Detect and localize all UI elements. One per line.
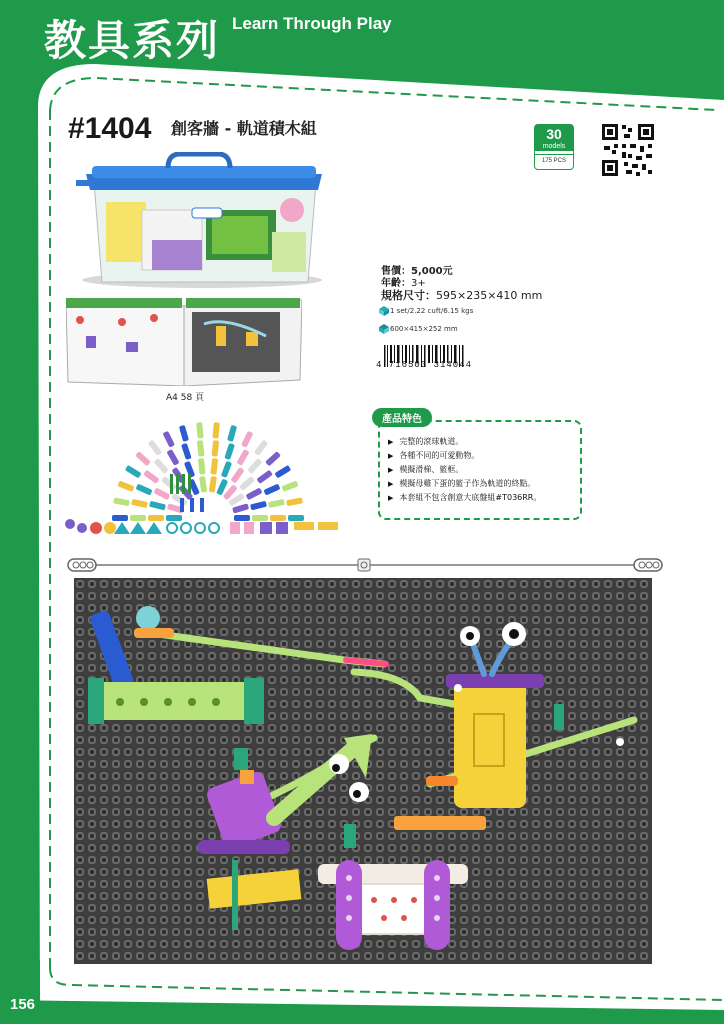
barcode-number: 4 716503 314044 bbox=[376, 360, 473, 370]
instruction-booklet-image bbox=[66, 296, 302, 386]
models-count: 30 bbox=[535, 125, 573, 143]
part-piece bbox=[227, 425, 237, 442]
part-piece bbox=[198, 458, 206, 475]
series-subtitle: Learn Through Play bbox=[232, 14, 392, 33]
part-piece bbox=[113, 497, 130, 506]
product-name: 創客牆 - 軌道積木組 bbox=[171, 119, 317, 138]
part-piece bbox=[196, 422, 203, 438]
part-piece bbox=[288, 515, 304, 521]
part-piece bbox=[246, 487, 263, 500]
part-piece bbox=[209, 476, 217, 493]
feature-item: ▶ 各種不同的可愛動物。 bbox=[388, 449, 541, 463]
part-piece bbox=[231, 467, 245, 484]
page-number: 156 bbox=[10, 996, 36, 1013]
part-piece bbox=[161, 476, 177, 491]
pegboard-model-photo bbox=[74, 578, 652, 964]
part-piece bbox=[252, 515, 268, 521]
parts-layout-image bbox=[60, 414, 352, 542]
product-specs bbox=[381, 266, 542, 302]
part-piece bbox=[211, 440, 219, 457]
part-piece bbox=[268, 499, 285, 508]
product-box-image bbox=[72, 152, 330, 290]
product-number: #1404 bbox=[68, 112, 152, 145]
part-piece bbox=[274, 465, 291, 479]
features-list bbox=[388, 435, 541, 505]
part-piece bbox=[163, 431, 176, 448]
part-piece bbox=[148, 515, 164, 521]
part-piece bbox=[265, 451, 281, 466]
part-piece bbox=[270, 515, 286, 521]
part-piece bbox=[117, 481, 134, 492]
size-label: 規格尺寸： bbox=[381, 289, 436, 302]
shipping-info bbox=[378, 304, 473, 340]
carton-dimensions: 600×415×252 mm bbox=[390, 325, 458, 333]
part-piece bbox=[181, 443, 192, 460]
part-piece bbox=[256, 470, 272, 484]
part-piece bbox=[136, 484, 153, 496]
part-piece bbox=[153, 487, 170, 500]
part-piece bbox=[232, 503, 249, 513]
part-piece bbox=[254, 440, 268, 456]
part-piece bbox=[247, 458, 262, 474]
feature-item: ▶ 模擬滑梯、籃框。 bbox=[388, 463, 541, 477]
part-piece bbox=[112, 515, 128, 521]
part-piece bbox=[148, 440, 162, 456]
part-piece bbox=[179, 425, 189, 442]
part-piece bbox=[166, 515, 182, 521]
part-piece bbox=[282, 481, 299, 492]
part-piece bbox=[197, 440, 205, 457]
carton-info: 1 set/2.22 cuft/6.15 kgs bbox=[390, 307, 474, 315]
part-piece bbox=[236, 449, 249, 466]
booklet-caption: A4 58 頁 bbox=[166, 393, 205, 403]
price-value: 5,000元 bbox=[411, 266, 453, 277]
part-piece bbox=[224, 443, 235, 460]
part-piece bbox=[130, 515, 146, 521]
cube-icon bbox=[378, 305, 390, 317]
feature-item: ▶ 本套組不包含創意大底盤組#T036RR。 bbox=[388, 491, 541, 505]
models-label: models bbox=[535, 143, 573, 151]
size-value: 595×235×410 mm bbox=[436, 289, 543, 302]
part-piece bbox=[263, 484, 280, 496]
part-piece bbox=[286, 497, 303, 506]
part-piece bbox=[221, 461, 232, 478]
part-piece bbox=[143, 470, 159, 484]
part-piece bbox=[234, 515, 250, 521]
part-piece bbox=[149, 501, 166, 511]
rail-divider bbox=[66, 556, 666, 574]
price-label: 售價： bbox=[381, 266, 411, 277]
pieces-count: 175 PCS bbox=[535, 154, 573, 167]
part-piece bbox=[135, 451, 151, 466]
age-label: 年齡： bbox=[381, 278, 411, 289]
qr-code-icon[interactable] bbox=[600, 122, 656, 178]
feature-item: ▶ 完整的滾球軌道。 bbox=[388, 435, 541, 449]
part-piece bbox=[166, 449, 179, 466]
feature-item: ▶ 模擬母雞下蛋的籃子作為軌道的終點。 bbox=[388, 477, 541, 491]
part-piece bbox=[212, 422, 219, 438]
part-piece bbox=[210, 458, 218, 475]
features-title: 產品特色 bbox=[372, 408, 432, 427]
part-piece bbox=[199, 476, 207, 493]
part-piece bbox=[125, 465, 142, 479]
part-piece bbox=[154, 458, 169, 474]
models-badge bbox=[534, 124, 574, 170]
part-piece bbox=[239, 476, 255, 491]
part-piece bbox=[250, 501, 267, 511]
age-value: 3+ bbox=[411, 278, 426, 289]
series-title: 教具系列 bbox=[44, 16, 221, 65]
part-piece bbox=[241, 431, 254, 448]
part-piece bbox=[131, 499, 148, 508]
box-icon bbox=[378, 323, 390, 335]
